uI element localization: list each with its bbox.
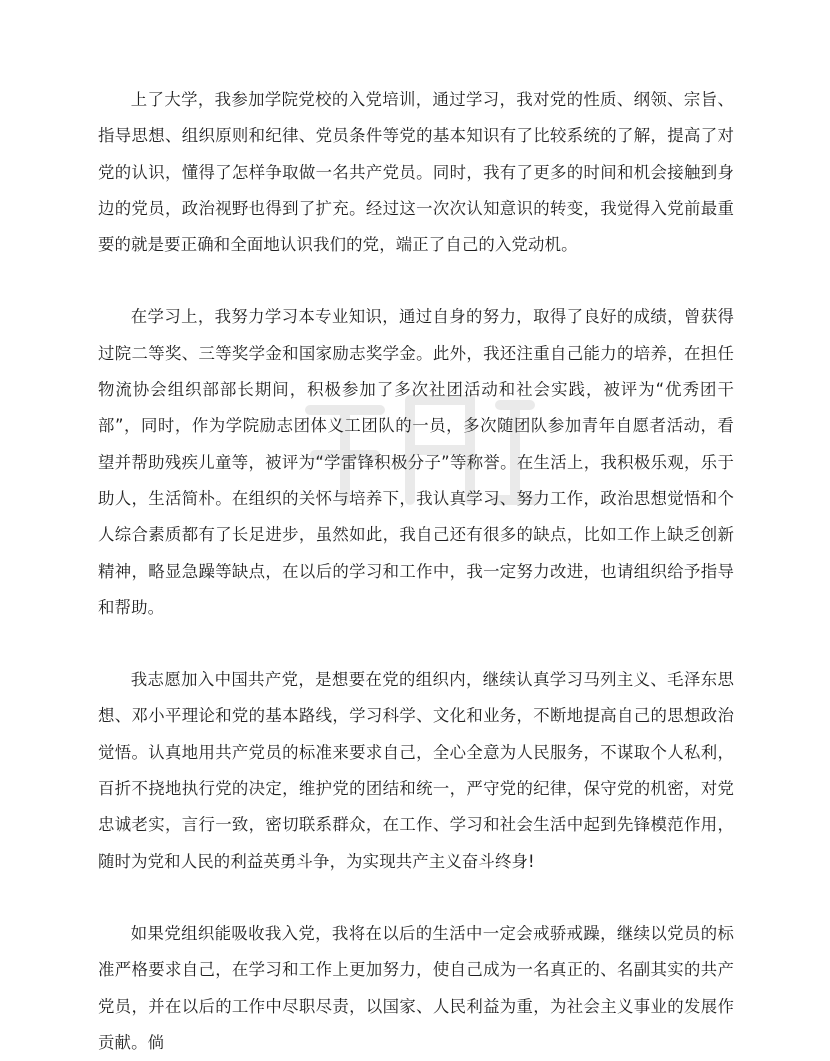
paragraph-spacer bbox=[98, 626, 734, 662]
paragraph-spacer bbox=[98, 263, 734, 299]
document-body bbox=[98, 82, 734, 1061]
paragraph-spacer bbox=[98, 880, 734, 916]
paragraph-3: 我志愿加入中国共产党，是想要在党的组织内，继续认真学习马列主义、毛泽东思想、邓小平理论和党的基本路线，学习科学、文化和业务，不断地提高自己的思想政治觉悟。认真地用共产党员的标准来要求自己，全心全意为人民服务，不谋取个人私利，百折不挠地执行党的决定，维护党的团结和统一，严守党的纪律，保守党的机密，对党忠诚老实，言行一致，密切联系群众，在工作、学习和社会生活中起到先锋模范作用，随时为党和人民的利益英勇斗争，为实现共产主义奋斗终身! bbox=[98, 670, 734, 871]
paragraph-1: 上了大学，我参加学院党校的入党培训，通过学习，我对党的性质、纲领、宗旨、指导思想、组织原则和纪律、党员条件等党的基本知识有了比较系统的了解，提高了对党的认识，懂得了怎样争取做一名共产党员。同时，我有了更多的时间和机会接触到身边的党员，政治视野也得到了扩充。经过这一次次认知意识的转变，我觉得入党前最重要的就是要正确和全面地认识我们的党，端正了自己的入党动机。 bbox=[98, 90, 734, 255]
paragraph-4: 如果党组织能吸收我入党，我将在以后的生活中一定会戒骄戒躁，继续以党员的标准严格要求自己，在学习和工作上更加努力，使自己成为一名真正的、名副其实的共产党员，并在以后的工作中尽职尽责，以国家、人民利益为重，为社会主义事业的发展作贡献。倘 bbox=[98, 923, 734, 1052]
paragraph-2: 在学习上，我努力学习本专业知识，通过自身的努力，取得了良好的成绩，曾获得过院二等奖、三等奖学金和国家励志奖学金。此外，我还注重自己能力的培养，在担任物流协会组织部部长期间，积极参加了多次社团活动和社会实践，被评为“优秀团干部”，同时，作为学院励志团体义工团队的一员，多次随团队参加青年自愿者活动，看望并帮助残疾儿童等，被评为“学雷锋积极分子”等称誉。在生活上，我积极乐观，乐于助人，生活简朴。在组织的关怀与培养下，我认真学习、努力工作，政治思想觉悟和个人综合素质都有了长足进步，虽然如此，我自己还有很多的缺点，比如工作上缺乏创新精神，略显急躁等缺点，在以后的学习和工作中，我一定努力改进，也请组织给予指导和帮助。 bbox=[98, 307, 734, 617]
